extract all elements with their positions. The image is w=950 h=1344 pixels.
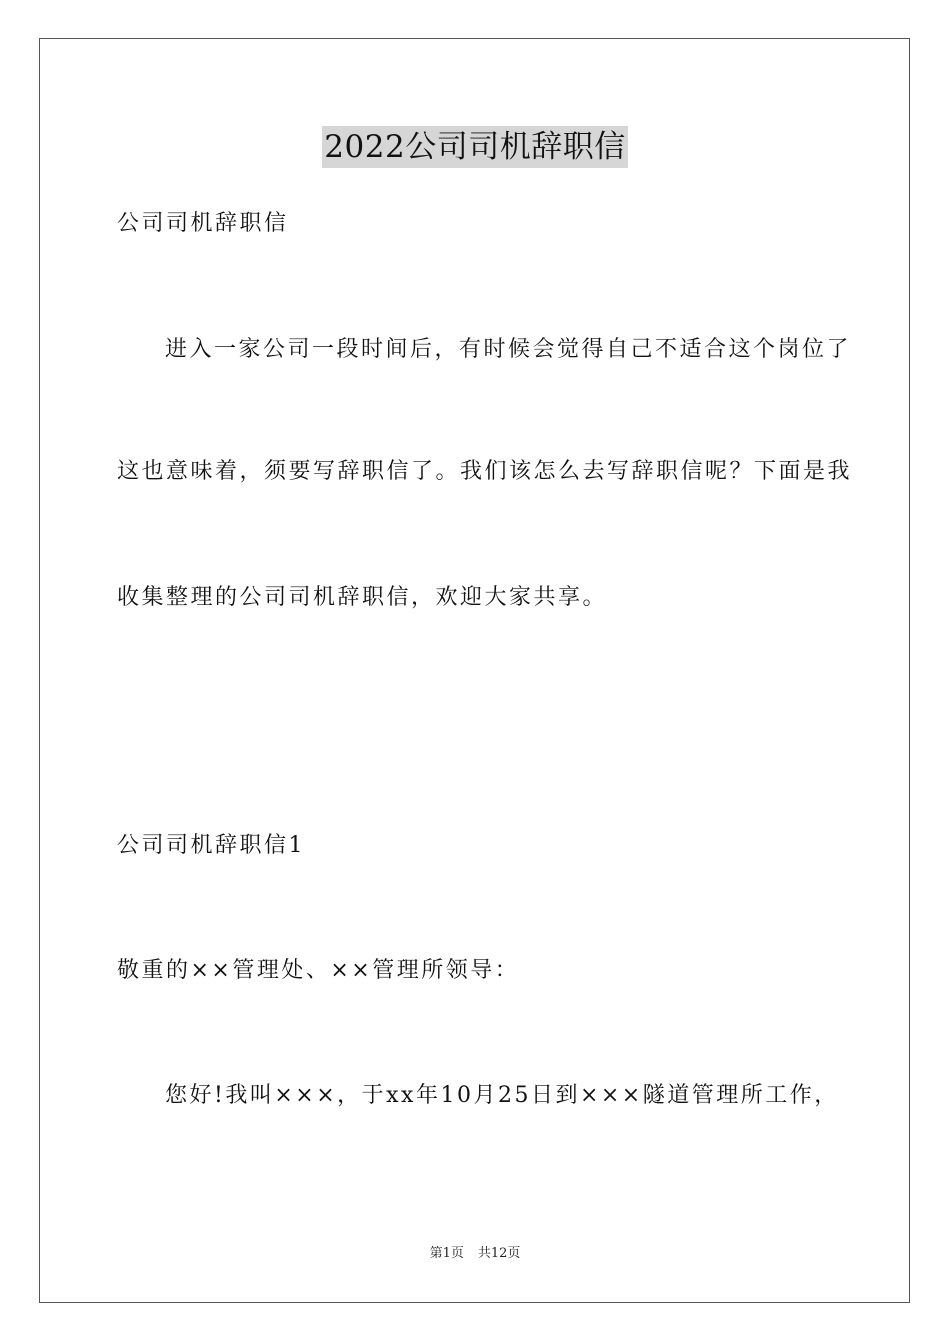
salutation: 敬重的××管理处、××管理所领导：: [117, 958, 520, 983]
paragraph-line-3: 收集整理的公司司机辞职信，欢迎大家共享。: [117, 585, 608, 610]
paragraph-line-1: 进入一家公司一段时间后，有时候会觉得自己不适合这个岗位了: [165, 337, 852, 362]
body-line: 您好!我叫×××，于xx年10月25日到×××隧道管理所工作，: [165, 1083, 839, 1108]
document-title: 2022公司司机辞职信: [322, 126, 627, 168]
document-subtitle: 公司司机辞职信: [117, 211, 289, 236]
paragraph-line-2: 这也意味着，须要写辞职信了。我们该怎么去写辞职信呢？下面是我: [117, 459, 853, 484]
section-heading: 公司司机辞职信1: [117, 833, 305, 858]
title-container: [0, 126, 950, 168]
page-footer: [0, 1245, 950, 1263]
page-total: 共12页: [477, 1246, 521, 1261]
page-number: 第1页: [429, 1246, 464, 1261]
